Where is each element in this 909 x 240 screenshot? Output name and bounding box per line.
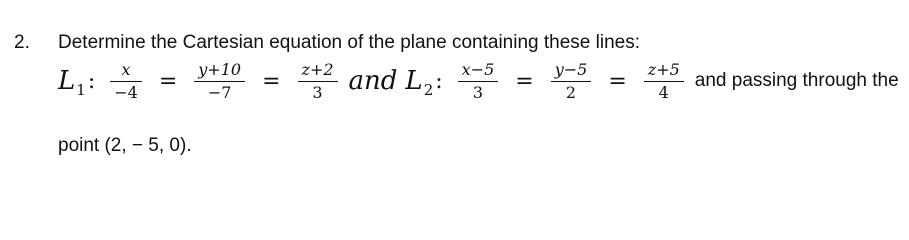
fraction-denominator: 3 xyxy=(472,82,484,102)
fraction-denominator: 2 xyxy=(565,82,577,102)
fraction-numerator: y+10 xyxy=(198,59,242,79)
tail-text: and passing through the xyxy=(694,70,899,91)
line2-fraction-y xyxy=(551,59,592,102)
fraction-numerator: x−5 xyxy=(461,59,495,79)
line2-fraction-x xyxy=(458,59,499,102)
line-equations xyxy=(58,56,899,106)
line1-name: L xyxy=(58,66,76,96)
fraction-denominator: 4 xyxy=(658,82,669,102)
equals-sign: = xyxy=(262,68,281,94)
line1-colon: : xyxy=(87,68,96,94)
point-text: point (2, − 5, 0). xyxy=(58,135,192,156)
line1-fraction-y xyxy=(194,59,245,102)
fraction-denominator: −7 xyxy=(207,82,232,102)
and-word: and xyxy=(348,66,398,96)
fraction-numerator: z+2 xyxy=(301,59,334,79)
question-number: 2. xyxy=(14,32,30,53)
fraction-denominator: 3 xyxy=(312,82,323,102)
equals-sign: = xyxy=(608,68,627,94)
line1-fraction-x xyxy=(110,59,142,102)
fraction-denominator: −4 xyxy=(114,82,138,102)
question-prompt: Determine the Cartesian equation of the plane containing these lines: xyxy=(58,32,640,53)
fraction-numerator: x xyxy=(121,59,131,79)
equals-sign: = xyxy=(515,68,534,94)
fraction-numerator: y−5 xyxy=(554,59,588,79)
line1-fraction-z xyxy=(298,59,338,102)
line2-fraction-z xyxy=(644,59,684,102)
fraction-numerator: z+5 xyxy=(647,59,680,79)
line2-name: L xyxy=(405,66,423,96)
line2-colon: : xyxy=(435,68,443,94)
line2-subscript: 2 xyxy=(423,81,434,99)
line1-subscript: 1 xyxy=(76,81,86,99)
equals-sign: = xyxy=(158,68,178,94)
